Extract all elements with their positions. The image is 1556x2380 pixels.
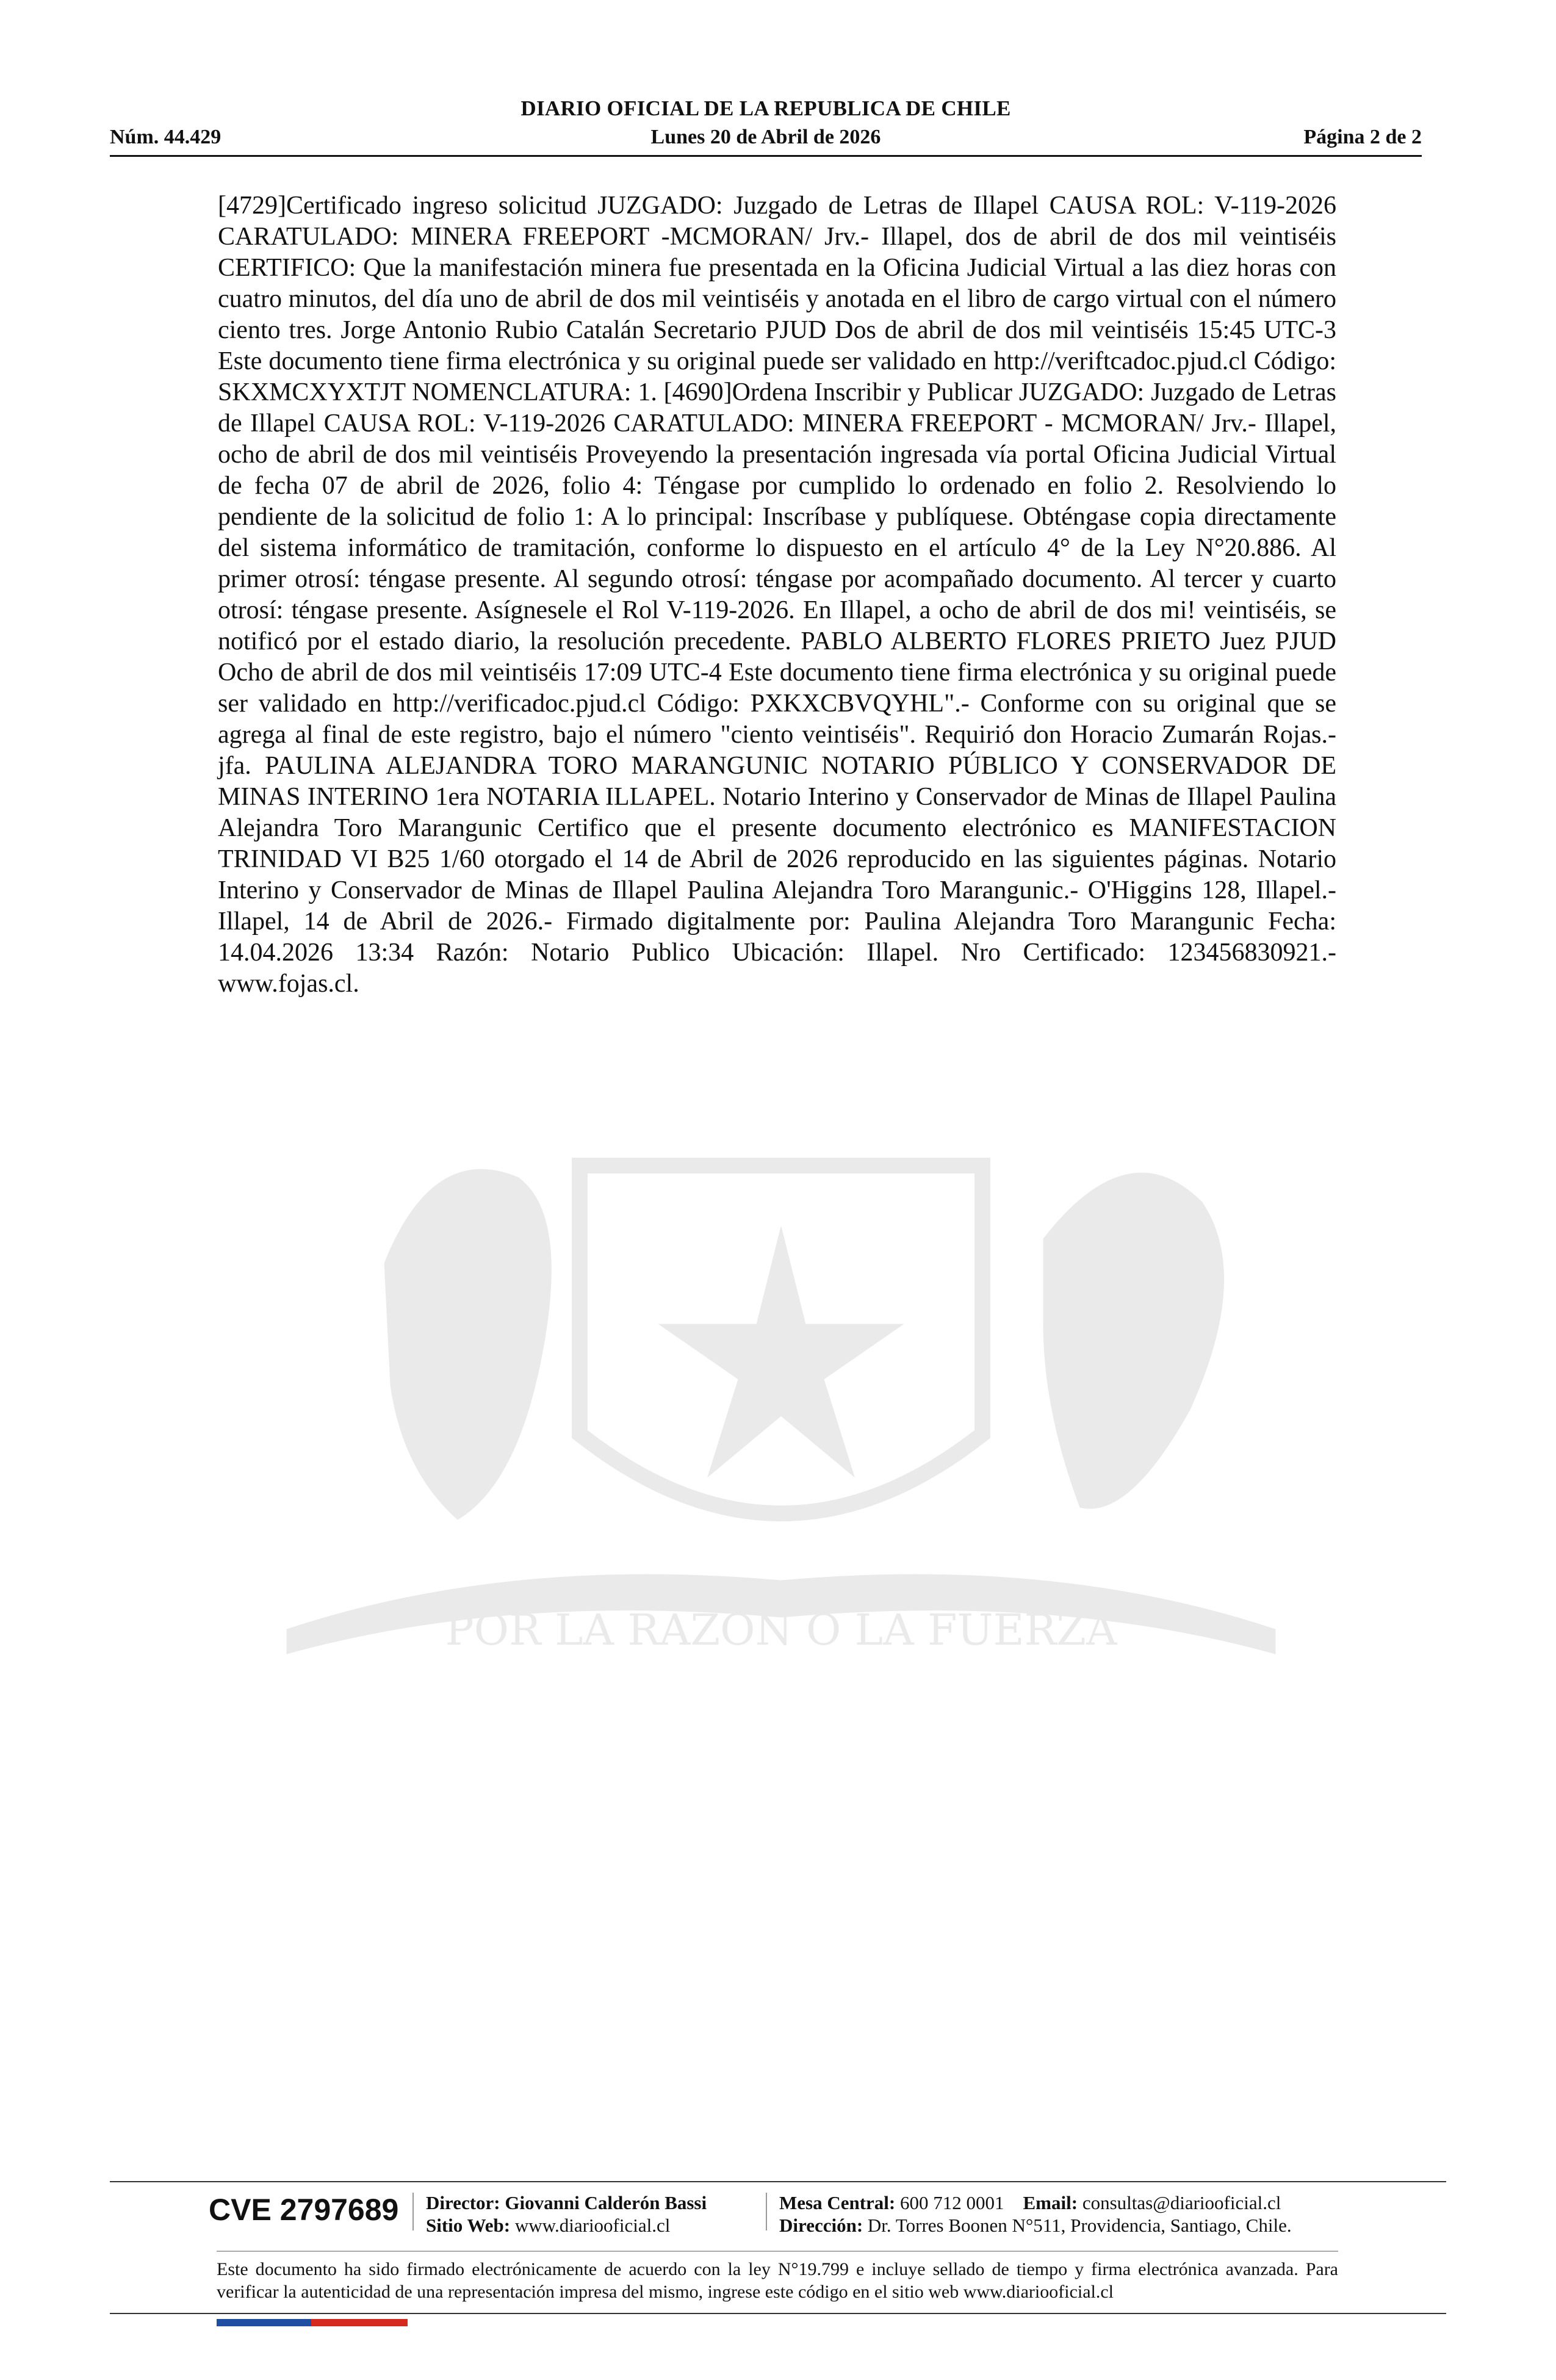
header-divider <box>110 155 1422 157</box>
mesa-label: Mesa Central: <box>779 2192 896 2213</box>
issue-date: Lunes 20 de Abril de 2026 <box>650 126 881 148</box>
email-link[interactable]: consultas@diariooficial.cl <box>1082 2192 1281 2213</box>
publication-title: DIARIO OFICIAL DE LA REPUBLICA DE CHILE <box>520 96 1011 120</box>
cve-code: CVE 2797689 <box>209 2193 399 2227</box>
footer-divider-top <box>110 2181 1446 2182</box>
website-label: Sitio Web: <box>426 2215 511 2236</box>
flag-stripe-red <box>311 2319 408 2326</box>
footer-director-block <box>426 2191 707 2237</box>
flag-stripe-blue <box>217 2319 311 2326</box>
address-value: Dr. Torres Boonen N°511, Providencia, Santiago, Chile. <box>867 2215 1292 2236</box>
mesa-phone: 600 712 0001 <box>900 2192 1004 2213</box>
footer-separator <box>766 2193 767 2230</box>
email-label: Email: <box>1023 2192 1078 2213</box>
director-label: Director: <box>426 2192 500 2213</box>
footer-legal-note: Este documento ha sido firmado electrónicamente de acuerdo con la ley N°19.799 e incluye sellado de tiempo y firma electrónica avanzada. Para verificar la autenticidad de una representación impresa del mismo, ingrese este código en el sitio web www.diariooficial.cl <box>217 2259 1338 2302</box>
address-label: Dirección: <box>779 2215 863 2236</box>
coat-of-arms-watermark <box>201 1092 1361 1703</box>
watermark-motto: POR LA RAZÓN O LA FUERZA <box>445 1605 1117 1655</box>
page-header <box>110 96 1422 157</box>
footer-divider-bottom <box>110 2313 1446 2314</box>
footer-contact-block <box>779 2191 1292 2237</box>
director-name: Giovanni Calderón Bassi <box>505 2192 707 2213</box>
website-link[interactable]: www.diariooficial.cl <box>514 2215 671 2236</box>
issue-number: Núm. 44.429 <box>110 126 222 148</box>
footer-separator <box>412 2193 414 2230</box>
footer-divider-mid <box>217 2251 1338 2252</box>
page-indicator: Página 2 de 2 <box>1303 126 1422 148</box>
document-body: [4729]Certificado ingreso solicitud JUZGADO: Juzgado de Letras de Illapel CAUSA ROL: V-119-2026 CARATULADO: MINERA FREEPORT -MCMORAN/ Jrv.- Illapel, dos de abril de dos mil veintiséis CERTIFICO: Que la manifestación minera fue presentada en la Oficina Judicial Virtual a las diez horas con cuatro minutos, del día uno de abril de dos mil veintiséis y anotada en el libro de cargo virtual con el número ciento tres. Jorge Antonio Rubio Catalán Secretario PJUD Dos de abril de dos mil veintiséis 15:45 UTC-3 Este documento tiene firma electrónica y su original puede ser validado en http://veriftcadoc.pjud.cl Código: SKXMCXYXTJT NOMENCLATURA: 1. [4690]Ordena Inscribir y Publicar JUZGADO: Juzgado de Letras de Illapel CAUSA ROL: V-119-2026 CARATULADO: MINERA FREEPORT - MCMORAN/ Jrv.- Illapel, ocho de abril de dos mil veintiséis Proveyendo la presentación ingresada vía portal Oficina Judicial Virtual de fecha 07 de abril de 2026, folio 4: Téngase por cumplido lo ordenado en folio 2. Resolviendo lo pendiente de la solicitud de folio 1: A lo principal: Inscríbase y publíquese. Obténgase copia directamente del sistema informático de tramitación, conforme lo dispuesto en el artículo 4° de la Ley N°20.886. Al primer otrosí: téngase presente. Al segundo otrosí: téngase por acompañado documento. Al tercer y cuarto otrosí: téngase presente. Asígnesele el Rol V-119-2026. En Illapel, a ocho de abril de dos mi! veintiséis, se notificó por el estado diario, la resolución precedente. PABLO ALBERTO FLORES PRIETO Juez PJUD Ocho de abril de dos mil veintiséis 17:09 UTC-4 Este documento tiene firma electrónica y su original puede ser validado en http://verificadoc.pjud.cl Código: PXKXCBVQYHL".- Conforme con su original que se agrega al final de este registro, bajo el número "ciento veintiséis". Requirió don Horacio Zumarán Rojas.- jfa. PAULINA ALEJANDRA TORO MARANGUNIC NOTARIO PÚBLICO Y CONSERVADOR DE MINAS INTERINO 1era NOTARIA ILLAPEL. Notario Interino y Conservador de Minas de Illapel Paulina Alejandra Toro Marangunic Certifico que el presente documento electrónico es MANIFESTACION TRINIDAD VI B25 1/60 otorgado el 14 de Abril de 2026 reproducido en las siguientes páginas. Notario Interino y Conservador de Minas de Illapel Paulina Alejandra Toro Marangunic.- O'Higgins 128, Illapel.- Illapel, 14 de Abril de 2026.- Firmado digitalmente por: Paulina Alejandra Toro Marangunic Fecha: 14.04.2026 13:34 Razón: Notario Publico Ubicación: Illapel. Nro Certificado: 123456830921.- www.fojas.cl. <box>218 192 1336 998</box>
